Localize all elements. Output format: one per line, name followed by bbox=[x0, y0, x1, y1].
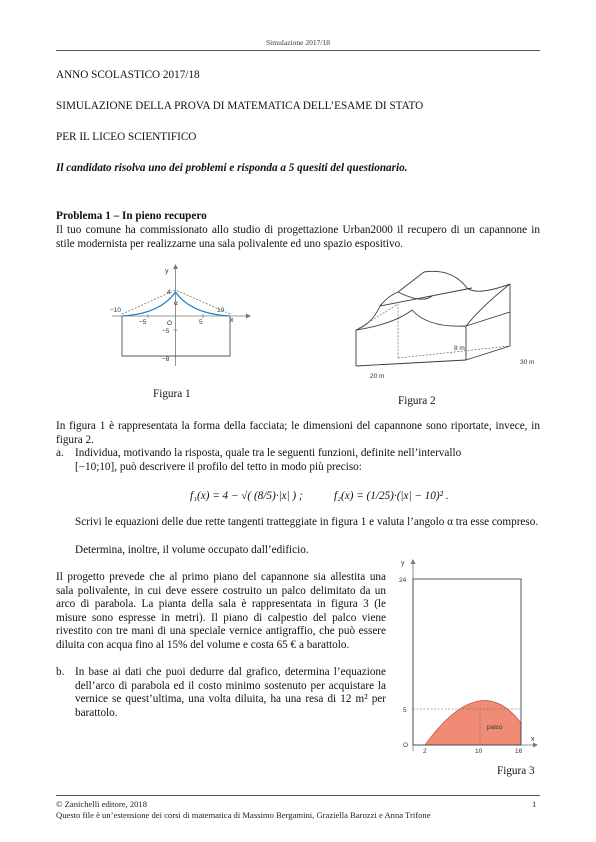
figure3-caption: Figura 3 bbox=[497, 765, 535, 777]
item-b-text: In base ai dati che puoi dedurre dal grafico, determina l’equazione dell’arco di parabola ed il costo minimo sostenuto per acquistare la vernice se quest’ultima, una volta diluita, ha una resa di 12 m² per barattolo. bbox=[75, 666, 386, 719]
problem-intro: Il tuo comune ha commissionato allo studio di progettazione Urban2000 il recupero di un capannone in stile modernista per realizzarne una sala polivalente ed uno spazio espositivo. bbox=[56, 224, 540, 250]
school-type-line: PER IL LICEO SCIENTIFICO bbox=[56, 131, 197, 143]
fig1-angle-alpha: α bbox=[174, 300, 178, 307]
header-rule bbox=[56, 50, 540, 51]
exam-title-line: SIMULAZIONE DELLA PROVA DI MATEMATICA DELL’ESAME DI STATO bbox=[56, 100, 424, 112]
fig1-tick-5: 5 bbox=[199, 319, 203, 326]
fig1-origin: O bbox=[167, 320, 173, 327]
formula-f1: f₁(x) = 4 − √( (8/5)·|x| ) ; bbox=[190, 490, 303, 502]
item-a-interval-line: [−10;10], può descrivere il profilo del tetto in modo più preciso: bbox=[75, 461, 362, 473]
footer-copyright: © Zanichelli editore, 2018 bbox=[56, 799, 148, 809]
footer-note: Questo file è un’estensione dei corsi di matematica di Massimo Bergamini, Graziella Barozzi e Anna Trifone bbox=[56, 810, 431, 820]
fig3-x2: 2 bbox=[423, 748, 427, 753]
item-a-tangents: Scrivi le equazioni delle due rette tangenti tratteggiate in figura 1 e valuta l’angolo α tra esse compreso. bbox=[75, 516, 539, 528]
item-a-label: a. bbox=[56, 447, 64, 459]
running-header: Simulazione 2017/18 bbox=[266, 38, 330, 47]
footer-rule bbox=[56, 795, 540, 796]
stage-paragraph: Il progetto prevede che al primo piano del capannone sia allestita una sala polivalente, in cui deve essere costruito un palco delimitato da un arco di parabola. La pianta della sala è rappresentata in figura 3 (le misure sono espresse in metri). Il piano di calpestio del palco viene rivestito con tre mani di una speciale vernice antigraffio, che può essere diluita con acqua fino al 15% del volume e costa 65 € a barattolo. bbox=[56, 571, 386, 651]
figure1-facade-graph bbox=[110, 262, 260, 370]
fig3-x-label: x bbox=[531, 736, 535, 743]
item-a-volume: Determina, inoltre, il volume occupato dall’edificio. bbox=[75, 544, 309, 556]
school-year-line: ANNO SCOLASTICO 2017/18 bbox=[56, 69, 200, 81]
fig1-y-label: y bbox=[165, 268, 169, 275]
fig1-tick-neg5: −5 bbox=[139, 319, 147, 326]
fig3-y5: 5 bbox=[403, 707, 407, 714]
figure3-floor-plan bbox=[393, 557, 539, 753]
item-a-text: Individua, motivando la risposta, quale tra le seguenti funzioni, definite nell’intervallo bbox=[75, 447, 462, 459]
fig3-y24: 24 bbox=[399, 577, 407, 584]
fig1-tick-neg10: −10 bbox=[110, 307, 122, 314]
fig3-x10: 10 bbox=[475, 748, 483, 753]
footer-page-number: 1 bbox=[532, 799, 537, 809]
fig2-height-label: 8 m bbox=[454, 345, 465, 352]
palco-region bbox=[425, 701, 521, 745]
item-b-label: b. bbox=[56, 666, 65, 678]
fig1-tick-10: 10 bbox=[217, 307, 225, 314]
fig2-width-label: 20 m bbox=[370, 373, 385, 380]
figure1-caption: Figura 1 bbox=[153, 388, 191, 400]
fig3-region-label: palco bbox=[487, 724, 503, 731]
fig1-tick-4: 4 bbox=[167, 289, 171, 296]
interval-value: [−10;10] bbox=[75, 461, 115, 473]
problem-title: Problema 1 – In pieno recupero bbox=[56, 210, 207, 222]
fig3-origin: O bbox=[403, 742, 409, 749]
formula-f2: f₂(x) = (1/25)·(|x| − 10)² . bbox=[334, 490, 449, 502]
fig1-tick-neg8: −8 bbox=[162, 356, 170, 363]
fig1-tick-neg5y: −5 bbox=[162, 328, 170, 335]
figure-description: In figura 1 è rappresentata la forma della facciata; le dimensioni del capannone sono riportate, invece, in figura 2. bbox=[56, 420, 540, 446]
fig3-x16: 16 bbox=[515, 748, 523, 753]
figure2-building-3d bbox=[342, 266, 542, 384]
fig3-y-label: y bbox=[401, 560, 405, 567]
fig2-depth-label: 30 m bbox=[520, 359, 535, 366]
fig1-x-label: x bbox=[230, 317, 234, 324]
figure2-caption: Figura 2 bbox=[398, 395, 436, 407]
instruction-line: Il candidato risolva uno dei problemi e risponda a 5 quesiti del questionario. bbox=[56, 162, 408, 174]
